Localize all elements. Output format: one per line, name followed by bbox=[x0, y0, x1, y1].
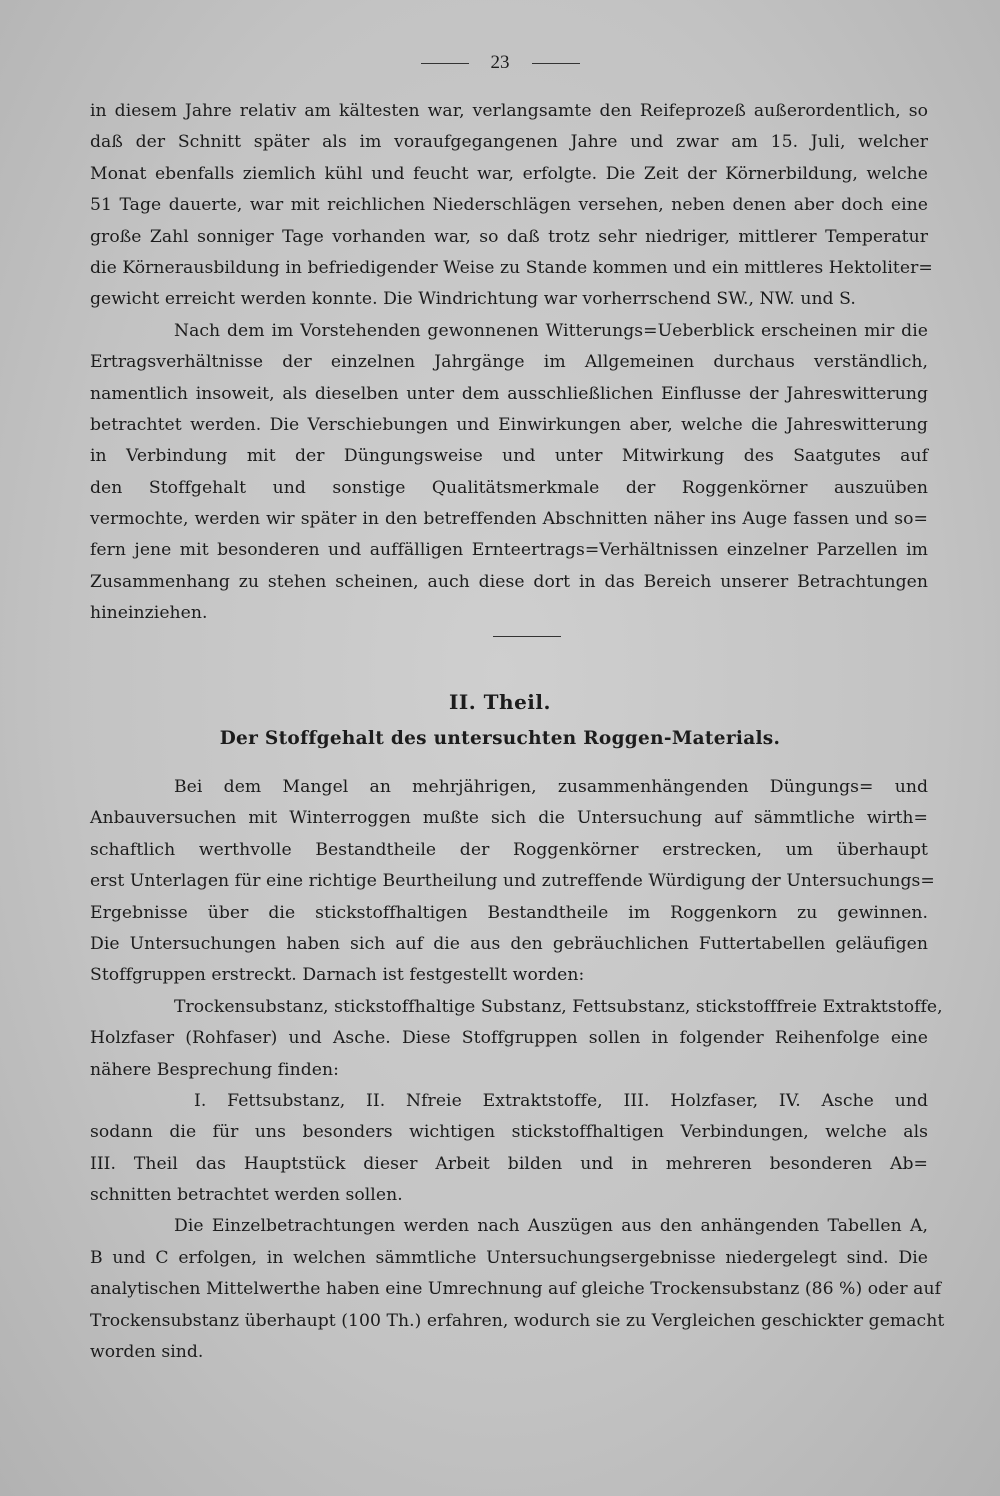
page-header bbox=[0, 52, 1000, 74]
text-line: schaftlich werthvolle Bestandtheile der Roggenkörner erstrecken, um überhaupt bbox=[90, 839, 928, 860]
text-line: III. Theil das Hauptstück dieser Arbeit bilden und in mehreren besonderen Ab= bbox=[90, 1153, 928, 1174]
text-line: die Körnerausbildung in befriedigender Weise zu Stande kommen und ein mittleres Hektoliter= bbox=[90, 257, 933, 278]
text-line: hineinziehen. bbox=[90, 603, 208, 624]
text-line: Bei dem Mangel an mehrjährigen, zusammenhängenden Düngungs= und bbox=[174, 777, 928, 797]
text-line: namentlich insoweit, als dieselben unter dem ausschließlichen Einflusse der Jahreswitterung bbox=[90, 383, 928, 404]
text-line: Die Untersuchungen haben sich auf die aus den gebräuchlichen Futtertabellen geläufigen bbox=[90, 933, 928, 954]
text-line: Trockensubstanz, stickstoffhaltige Substanz, Fettsubstanz, stickstofffreie Extraktstoffe, bbox=[174, 996, 943, 1017]
text-line: erst Unterlagen für eine richtige Beurtheilung und zutreffende Würdigung der Untersuchungs= bbox=[90, 871, 935, 892]
text-line: Ergebnisse über die stickstoffhaltigen Bestandtheile im Roggenkorn zu gewinnen. bbox=[90, 902, 928, 923]
text-line: Monat ebenfalls ziemlich kühl und feucht war, erfolgte. Die Zeit der Körnerbildung, welche bbox=[90, 163, 928, 184]
text-line: I. Fettsubstanz, II. Nfreie Extraktstoffe, III. Holzfaser, IV. Asche und bbox=[194, 1090, 928, 1111]
text-line: sodann die für uns besonders wichtigen stickstoffhaltigen Verbindungen, welche als bbox=[90, 1122, 928, 1143]
text-line: analytischen Mittelwerthe haben eine Umrechnung auf gleiche Trockensubstanz (86 %) oder auf bbox=[90, 1279, 941, 1300]
page-number: 23 bbox=[490, 52, 510, 73]
text-line: Ertragsverhältnisse der einzelnen Jahrgänge im Allgemeinen durchaus verständlich, bbox=[90, 352, 928, 373]
text-line: betrachtet werden. Die Verschiebungen und Einwirkungen aber, welche die Jahreswitterung bbox=[90, 414, 928, 435]
text-line: Zusammenhang zu stehen scheinen, auch diese dort in das Bereich unserer Betrachtungen bbox=[90, 571, 928, 592]
text-line: Stoffgruppen erstreckt. Darnach ist festgestellt worden: bbox=[90, 965, 585, 986]
text-line: nähere Besprechung finden: bbox=[90, 1059, 339, 1080]
header-rule-left bbox=[421, 63, 469, 64]
section-divider bbox=[493, 636, 561, 637]
text-line: fern jene mit besonderen und auffälligen Ernteertrags=Verhältnissen einzelner Parzellen im bbox=[90, 540, 928, 561]
section-subtitle: Der Stoffgehalt des untersuchten Roggen-Materials. bbox=[219, 728, 781, 749]
text-line: schnitten betrachtet werden sollen. bbox=[90, 1185, 403, 1206]
text-line: Nach dem im Vorstehenden gewonnenen Witterungs=Ueberblick erscheinen mir die bbox=[174, 320, 928, 341]
text-line: B und C erfolgen, in welchen sämmtliche Untersuchungsergebnisse niedergelegt sind. Die bbox=[90, 1247, 928, 1268]
section-title: II. Theil. bbox=[449, 690, 551, 714]
text-line: in Verbindung mit der Düngungsweise und unter Mitwirkung des Saatgutes auf bbox=[90, 446, 928, 467]
text-line: in diesem Jahre relativ am kältesten war, verlangsamte den Reifeprozeß außerordentlich, so bbox=[90, 101, 928, 121]
body-text-part-1 bbox=[90, 96, 933, 630]
body-text-part-2 bbox=[90, 772, 945, 1368]
text-line: große Zahl sonniger Tage vorhanden war, so daß trotz sehr niedriger, mittlerer Temperatur bbox=[90, 226, 928, 247]
text-line: daß der Schnitt später als im voraufgegangenen Jahre und zwar am 15. Juli, welcher bbox=[90, 132, 928, 153]
text-line: gewicht erreicht werden konnte. Die Windrichtung war vorherrschend SW., NW. und S. bbox=[90, 289, 856, 310]
text-line: Anbauversuchen mit Winterroggen mußte sich die Untersuchung auf sämmtliche wirth= bbox=[90, 808, 928, 829]
text-line: Trockensubstanz überhaupt (100 Th.) erfahren, wodurch sie zu Vergleichen geschickter gemacht bbox=[90, 1310, 945, 1331]
text-line: vermochte, werden wir später in den betreffenden Abschnitten näher ins Auge fassen und so= bbox=[90, 509, 928, 530]
text-line: worden sind. bbox=[90, 1342, 204, 1363]
text-line: 51 Tage dauerte, war mit reichlichen Niederschlägen versehen, neben denen aber doch eine bbox=[90, 195, 928, 216]
text-line: Die Einzelbetrachtungen werden nach Auszügen aus den anhängenden Tabellen A, bbox=[174, 1216, 928, 1237]
text-line: den Stoffgehalt und sonstige Qualitätsmerkmale der Roggenkörner auszuüben bbox=[90, 477, 928, 498]
text-line: Holzfaser (Rohfaser) und Asche. Diese Stoffgruppen sollen in folgender Reihenfolge eine bbox=[90, 1028, 928, 1049]
header-rule-right bbox=[532, 63, 580, 64]
